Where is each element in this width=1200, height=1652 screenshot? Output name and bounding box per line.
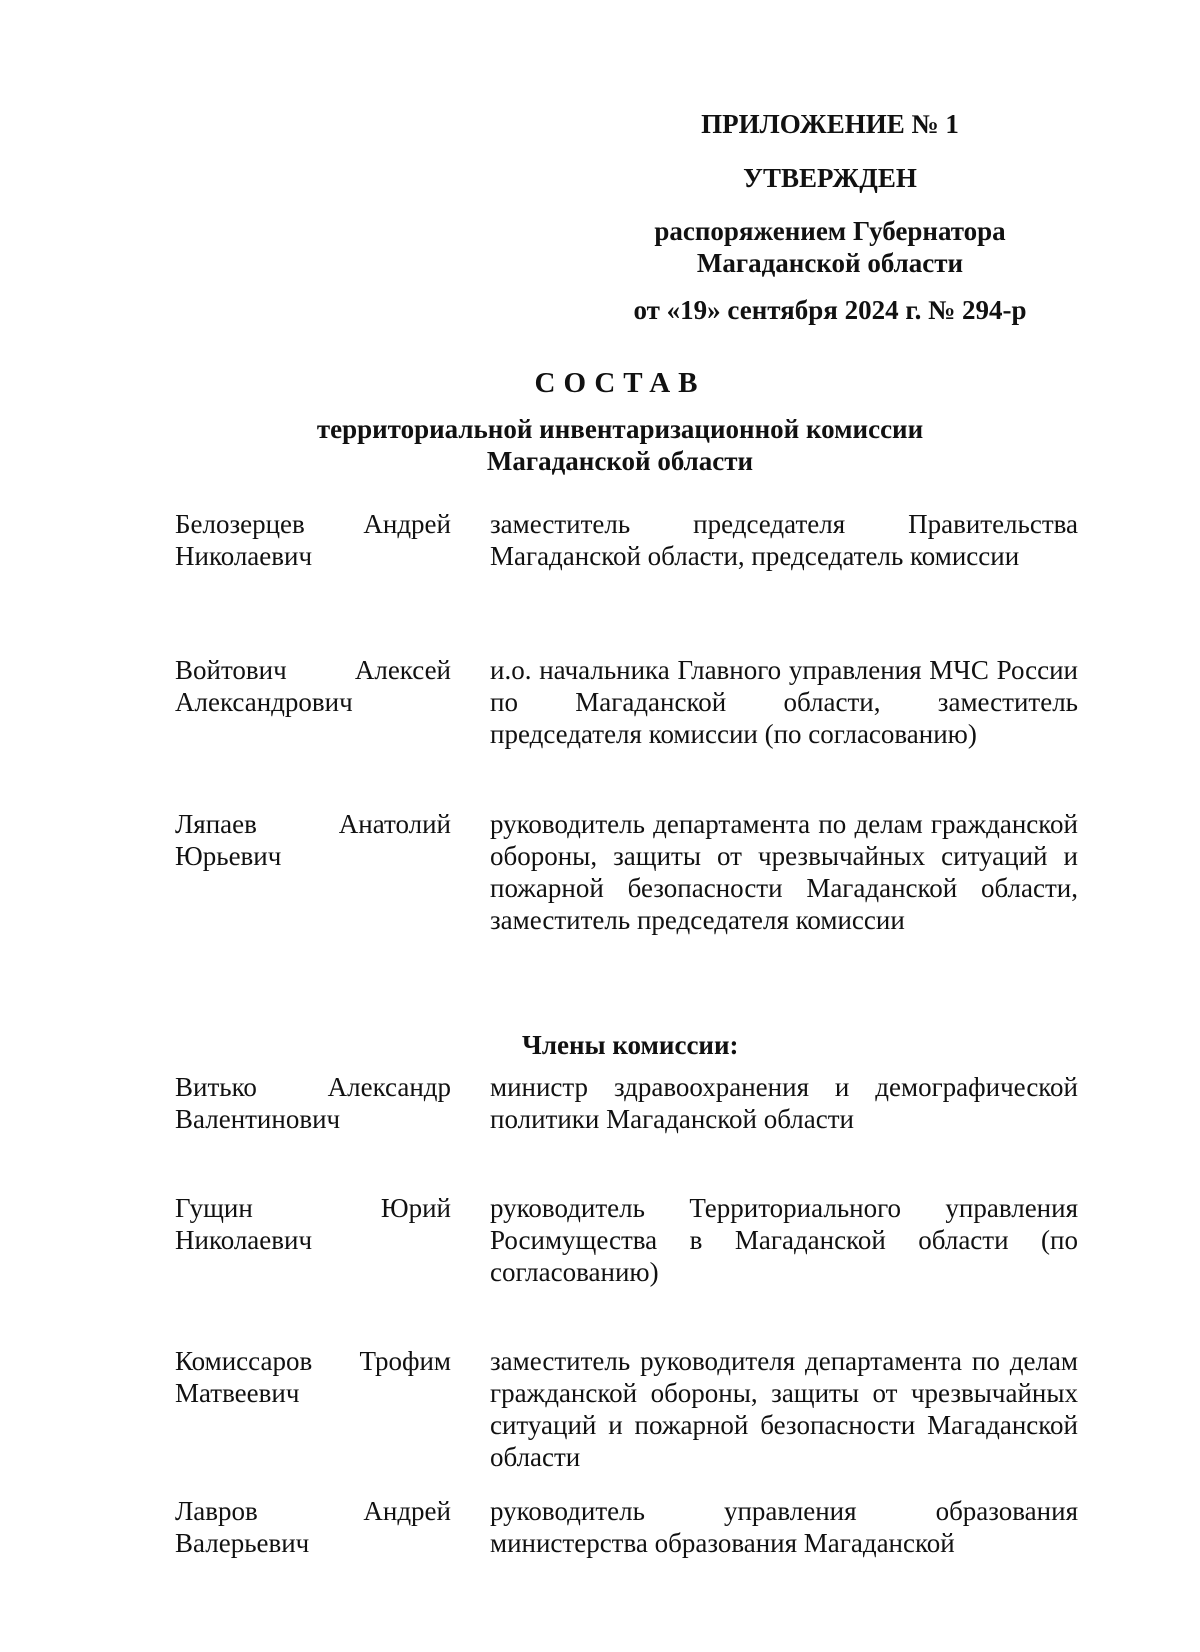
approved-by-line1: распоряжением Губернатора: [654, 215, 1006, 246]
member-name: [175, 808, 451, 872]
order-reference: от «19» сентября 2024 г. № 294-р: [633, 294, 1027, 325]
approval-header: [560, 108, 1100, 326]
member-name-line2: Валентинович: [175, 1104, 341, 1134]
approved-label: УТВЕРЖДЕН: [743, 163, 917, 194]
member-name-line1: Войтович Алексей: [175, 655, 451, 685]
member-name: [175, 1071, 451, 1135]
member-name: [175, 1192, 451, 1256]
member-name-line1: Лавров Андрей: [175, 1496, 451, 1526]
member-role: руководитель департамента по делам гражданской обороны, защиты от чрезвычайных ситуаций и пожарной безопасности Магаданской области, заместитель председателя комиссии: [490, 809, 1078, 935]
member-name: [175, 508, 451, 572]
title-subtitle-line1: территориальной инвентаризационной комиссии: [316, 414, 924, 445]
member-name: [175, 654, 451, 718]
member-name: [175, 1345, 451, 1409]
member-name-line2: Николаевич: [175, 1225, 313, 1255]
member-role: руководитель управления образования министерства образования Магаданской: [490, 1496, 1078, 1558]
member-name-line1: Комиссаров Трофим: [175, 1346, 451, 1376]
member-role: и.о. начальника Главного управления МЧС России по Магаданской области, заместитель председателя комиссии (по согласованию): [490, 655, 1078, 749]
member-role: заместитель руководителя департамента по делам гражданской обороны, защиты от чрезвычайных ситуаций и пожарной безопасности Магаданской области: [490, 1346, 1078, 1472]
member-name-line1: Белозерцев Андрей: [175, 509, 451, 539]
member-name-line2: Валерьевич: [175, 1528, 310, 1558]
appendix-label: ПРИЛОЖЕНИЕ № 1: [701, 109, 959, 139]
title-heading: СОСТАВ: [534, 367, 706, 399]
member-role: заместитель председателя Правительства Магаданской области, председатель комиссии: [490, 509, 1078, 571]
member-name-line2: Николаевич: [175, 541, 313, 571]
member-name-line1: Витько Александр: [175, 1072, 451, 1102]
title-subtitle-line2: Магаданской области: [486, 446, 754, 477]
document-title: [150, 366, 1090, 478]
member-name-line1: Ляпаев Анатолий: [175, 809, 451, 839]
member-name-line1: Гущин Юрий: [175, 1193, 451, 1223]
members-heading: Члены комиссии:: [522, 1030, 739, 1060]
member-role: министр здравоохранения и демографической политики Магаданской области: [490, 1072, 1078, 1134]
approved-by-line2: Магаданской области: [696, 248, 964, 279]
member-name-line2: Юрьевич: [175, 841, 282, 871]
member-role: руководитель Территориального управления Росимущества в Магаданской области (по согласованию): [490, 1193, 1078, 1287]
member-name-line2: Александрович: [175, 687, 353, 717]
member-name: [175, 1495, 451, 1559]
member-name-line2: Матвеевич: [175, 1378, 300, 1408]
